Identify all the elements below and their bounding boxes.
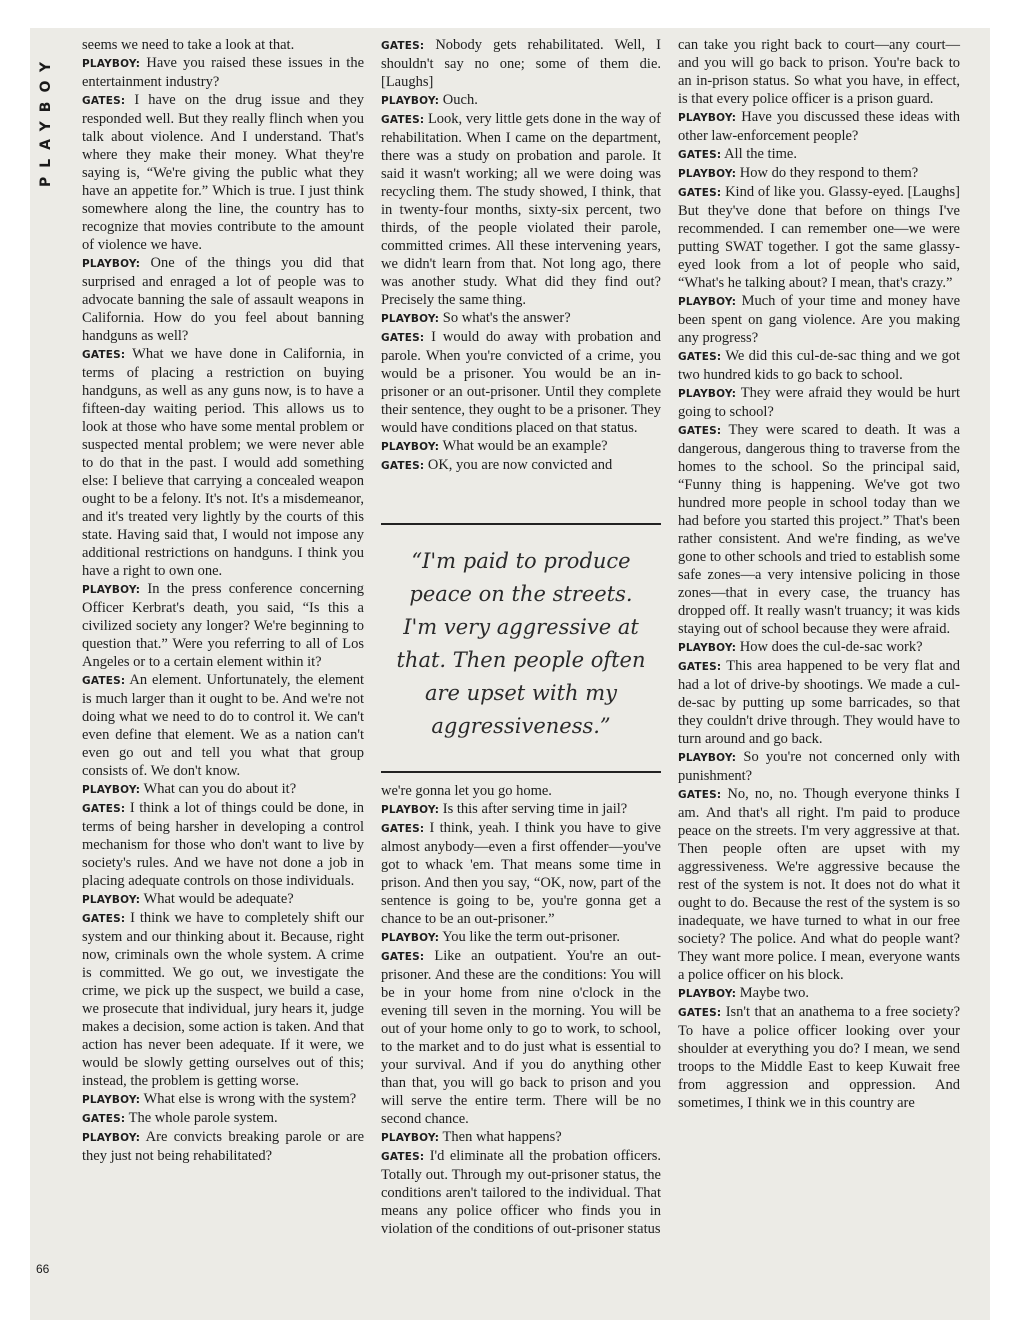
paragraph-text: How does the cul-de-sac work? — [739, 639, 923, 655]
interview-paragraph — [381, 36, 661, 91]
paragraph-text: I would do away with probation and parole. When you're convicted of a crime, you would be a prisoner. You would be an in-prisoner or an out-prisoner. Until they complete their sentence, they ought to be a prisoner. They would have conditions placed on that status. — [381, 329, 661, 436]
interview-paragraph — [381, 328, 661, 437]
interview-paragraph — [82, 91, 364, 254]
paragraph-text: we're gonna let you go home. — [381, 783, 552, 799]
paragraph-text: I have on the drug issue and they responded well. But they really flinch when you talk about violence. And I understand. That's where they make their money. What they're saying is, “We're giving the public what they have an appetite for.” Which is true. I just think somewhere along the line, the country has to recognize that movies contribute to the amount of violence we have. — [82, 92, 364, 253]
text-column-3 — [678, 36, 960, 1112]
interview-paragraph — [82, 54, 364, 91]
speaker-label: PLAYBOY: — [381, 804, 440, 816]
speaker-label: GATES: — [381, 114, 425, 126]
interview-paragraph — [82, 780, 364, 799]
interview-paragraph — [381, 456, 661, 475]
paragraph-text: I'd eliminate all the probation officers. Totally out. Through my out-prisoner status, the conditions aren't tailored to the individual. That means any police officer who finds you in violation of the conditions of out-prisoner status — [381, 1148, 662, 1237]
paragraph-text: You like the term out-prisoner. — [442, 929, 620, 945]
interview-paragraph — [381, 1128, 661, 1147]
paragraph-text: Have you discussed these ideas with other law-enforcement people? — [678, 109, 960, 144]
text-column-2-bottom — [381, 782, 661, 1238]
speaker-label: PLAYBOY: — [381, 1132, 440, 1144]
interview-paragraph — [678, 347, 960, 384]
speaker-label: PLAYBOY: — [678, 296, 737, 308]
speaker-label: PLAYBOY: — [678, 388, 737, 400]
interview-paragraph — [678, 183, 960, 292]
interview-paragraph — [381, 928, 661, 947]
paragraph-text: What else is wrong with the system? — [143, 1091, 357, 1107]
interview-paragraph — [381, 437, 661, 456]
page-number: 66 — [36, 1262, 50, 1276]
pull-quote-box — [381, 523, 661, 773]
paragraph-text: Look, very little gets done in the way of rehabilitation. When I came on the department, there was a study on probation and parole. It said it wasn't working; all we were doing was recycling them. The study showed, I think, that in twenty-four months, sixty-six percent, two thirds, of the people violated their parole, committed crimes. All these intervening years, we didn't learn from that. Not long ago, there was another study. What did they find out? Precisely the same thing. — [381, 111, 661, 308]
speaker-label: PLAYBOY: — [82, 584, 141, 596]
speaker-label: PLAYBOY: — [678, 988, 737, 1000]
speaker-label: GATES: — [678, 661, 722, 673]
paragraph-text: What can you do about it? — [143, 781, 297, 797]
paragraph-text: All the time. — [724, 146, 797, 162]
interview-paragraph — [678, 292, 960, 347]
interview-paragraph — [82, 909, 364, 1090]
speaker-label: GATES: — [82, 95, 126, 107]
speaker-label: PLAYBOY: — [82, 258, 141, 270]
interview-paragraph — [82, 671, 364, 780]
speaker-label: PLAYBOY: — [678, 168, 737, 180]
paragraph-text: In the press conference concerning Officer Kerbrat's death, you said, “Is this a civilized society any longer? We're beginning to question that.” Were you referring to all of Los Angeles or to a certain element within it? — [82, 581, 364, 670]
paragraph-text: Then what happens? — [442, 1129, 562, 1145]
speaker-label: GATES: — [82, 1113, 126, 1125]
paragraph-text: Much of your time and money have been spent on gang violence. Are you making any progress? — [678, 293, 961, 346]
paragraph-text: How do they respond to them? — [739, 165, 919, 181]
interview-paragraph — [678, 748, 960, 785]
paragraph-text: No, no, no. Though everyone thinks I am. And that's all right. I'm paid to produce peace on the streets. I'm very aggressive at that. Then people often are upset with my aggressiveness. We're aggressive because the rest of the system is not. It does not do what it ought to do. Because the rest of the system is so inadequate, we have turned to what in our free society? The police. And what do people want? They want more police. I mean, everyone wants a police officer on his block. — [678, 786, 961, 983]
interview-paragraph — [678, 164, 960, 183]
interview-paragraph — [678, 785, 960, 984]
paragraph-text: I think, yeah. I think you have to give almost anybody—even a first offender—you've got to whack 'em. That means some time in prison. And then you say, “OK, now, part of the sentence is going to be, you're gonna get a chance to be an out-prisoner.” — [381, 820, 661, 927]
speaker-label: GATES: — [82, 675, 126, 687]
speaker-label: GATES: — [678, 789, 722, 801]
speaker-label: GATES: — [381, 1151, 425, 1163]
interview-paragraph — [82, 799, 364, 890]
speaker-label: PLAYBOY: — [381, 932, 440, 944]
interview-paragraph — [82, 580, 364, 671]
pull-quote: “I'm paid to produce peace on the streets. I'm very aggressive at that. Then people often are upset with my aggressiveness.” — [396, 549, 646, 738]
interview-paragraph — [678, 657, 960, 748]
speaker-label: GATES: — [381, 951, 425, 963]
paragraph-text: seems we need to take a look at that. — [82, 37, 295, 53]
interview-paragraph — [381, 947, 661, 1128]
speaker-label: GATES: — [381, 332, 425, 344]
interview-paragraph — [678, 145, 960, 164]
interview-paragraph — [381, 1147, 661, 1238]
interview-paragraph — [82, 1128, 364, 1165]
paragraph-text: What would be an example? — [442, 438, 608, 454]
paragraph-text: They were scared to death. It was a dangerous, dangerous thing to traverse from the homes to the school. So the principal said, “Funny thing is happening. We've got two hundred more people in school today than we had before you started this project.” That's been rather consistent. And we're finding, as we've gone to other schools and tried to establish some safe zones—a very intensive policing in those zones—that in every case, the truancy has dropped off. It really wasn't truancy; it was kids staying out of school because they were afraid. — [678, 422, 960, 637]
paragraph-text: This area happened to be very flat and had a lot of drive-by shootings. We made a cul-de-sac by putting up some barricades, so that they couldn't drive through. They would have to turn around and go back. — [678, 658, 960, 747]
paragraph-text: can take you right back to court—any court—and you will go back to prison. You're back to an in-prison status. So what you have, in effect, is that every police officer is a prison guard. — [678, 37, 960, 107]
text-column-2-top — [381, 36, 661, 475]
interview-paragraph — [381, 110, 661, 309]
magazine-side-label — [33, 40, 59, 200]
paragraph-text: Have you raised these issues in the entertainment industry? — [82, 55, 365, 90]
paragraph-text: Like an outpatient. You're an out-prisoner. And these are the conditions: You will be in your home from nine o'clock in the evening till seven in the morning. You will be out of your home only to go to work, to school, to the market and to do just what is essential to your survival. And if you do anything other than that, you will go back to prison and you will serve the entire term. There will be no second chance. — [381, 948, 661, 1127]
speaker-label: GATES: — [82, 803, 126, 815]
speaker-label: GATES: — [381, 823, 425, 835]
paragraph-text: OK, you are now convicted and — [427, 457, 613, 473]
interview-paragraph — [82, 345, 364, 580]
paragraph-text: Isn't that an anathema to a free society? To have a police officer looking over your shoulder at everything you do? I mean, we send troops to the Middle East to keep Kuwait free from aggression and oppression. And sometimes, I think we in this country are — [678, 1004, 961, 1111]
paragraph-text: Maybe two. — [739, 985, 810, 1001]
paragraph-text: I think we have to completely shift our system and our thinking about it. Because, right now, criminals own the whole system. A crime is committed. We go out, we investigate the crime, we pick up the suspect, we build a case, we prosecute that individual, jury hears it, judge makes a decision, some action is taken. And that action has never been adequate. If it were, we would be slowly getting ourselves out of this; instead, the problem is getting worse. — [82, 910, 364, 1089]
speaker-label: GATES: — [678, 1007, 722, 1019]
pull-quote-top-rule — [381, 523, 661, 525]
speaker-label: GATES: — [82, 349, 126, 361]
interview-paragraph — [381, 782, 661, 800]
speaker-label: PLAYBOY: — [381, 95, 440, 107]
interview-paragraph — [678, 36, 960, 108]
paragraph-text: Is this after serving time in jail? — [442, 801, 628, 817]
speaker-label: GATES: — [82, 913, 126, 925]
paragraph-text: Kind of like you. Glassy-eyed. [Laughs] But they've done that before on things I've recommended. I can remember one—we were putting SWAT together. I got the same glassy-eyed look from a lot of people who said, “What's he talking about? I mean, that's crazy.” — [678, 184, 961, 291]
speaker-label: GATES: — [678, 425, 722, 437]
speaker-label: GATES: — [381, 460, 425, 472]
pull-quote-bottom-rule — [381, 771, 661, 773]
interview-paragraph — [82, 1090, 364, 1109]
speaker-label: GATES: — [678, 351, 722, 363]
magazine-name: PLAYBOY — [38, 52, 54, 188]
paragraph-text: One of the things you did that surprised and enraged a lot of people was to advocate banning the sale of assault weapons in California. How do you feel about banning handguns as well? — [82, 255, 365, 344]
paragraph-text: The whole parole system. — [128, 1110, 278, 1126]
interview-paragraph — [678, 984, 960, 1003]
speaker-label: GATES: — [381, 40, 425, 52]
paragraph-text: Ouch. — [442, 92, 478, 108]
speaker-label: PLAYBOY: — [82, 894, 141, 906]
speaker-label: PLAYBOY: — [381, 313, 440, 325]
interview-paragraph — [381, 819, 661, 928]
paragraph-text: We did this cul-de-sac thing and we got two hundred kids to go back to school. — [678, 348, 960, 383]
speaker-label: GATES: — [678, 187, 722, 199]
paragraph-text: Nobody gets rehabilitated. Well, I shouldn't say no one; some of them die. [Laughs] — [381, 37, 661, 90]
speaker-label: PLAYBOY: — [678, 112, 737, 124]
paragraph-text: So you're not concerned only with punishment? — [678, 749, 961, 784]
speaker-label: PLAYBOY: — [82, 1094, 141, 1106]
interview-paragraph — [82, 36, 364, 54]
speaker-label: PLAYBOY: — [678, 752, 737, 764]
interview-paragraph — [381, 800, 661, 819]
speaker-label: PLAYBOY: — [381, 441, 440, 453]
paragraph-text: What we have done in California, in terms of placing a restriction on buying handguns, as well as any guns now, is to have a fifteen-day waiting period. This allows us to look at those who have some mental problem or suspected mental problem; we were never able to do that in the past. I would add something else: I believe that carrying a concealed weapon ought to be a felony. It's not. It's a misdemeanor, and it's treated very lightly by the courts of this state. Having said that, I would not impose any additional restrictions on handguns. I think you have a right to own one. — [82, 346, 364, 579]
paragraph-text: So what's the answer? — [442, 310, 571, 326]
interview-paragraph — [381, 91, 661, 110]
speaker-label: PLAYBOY: — [82, 1132, 141, 1144]
paragraph-text: An element. Unfortunately, the element is much larger than it ought to be. And we're not doing what we need to do to control it. We can't even define that element. We as a nation can't even go out and tell you what that group consists of. We don't know. — [82, 672, 364, 779]
text-column-1 — [82, 36, 364, 1165]
paragraph-text: They were afraid they would be hurt going to school? — [678, 385, 960, 420]
speaker-label: PLAYBOY: — [82, 58, 141, 70]
interview-paragraph — [678, 638, 960, 657]
interview-paragraph — [381, 309, 661, 328]
interview-paragraph — [82, 890, 364, 909]
interview-paragraph — [678, 421, 960, 638]
interview-paragraph — [678, 108, 960, 145]
interview-paragraph — [82, 254, 364, 345]
interview-paragraph — [678, 384, 960, 421]
paragraph-text: I think a lot of things could be done, in terms of being harsher in developing a control mechanism for those who don't want to live by society's rules. And we have not done a job in placing adequate controls on those individuals. — [82, 800, 364, 889]
speaker-label: PLAYBOY: — [82, 784, 141, 796]
interview-paragraph — [82, 1109, 364, 1128]
speaker-label: GATES: — [678, 149, 722, 161]
paragraph-text: Are convicts breaking parole or are they just not being rehabilitated? — [82, 1129, 365, 1164]
paragraph-text: What would be adequate? — [143, 891, 294, 907]
interview-paragraph — [678, 1003, 960, 1112]
speaker-label: PLAYBOY: — [678, 642, 737, 654]
